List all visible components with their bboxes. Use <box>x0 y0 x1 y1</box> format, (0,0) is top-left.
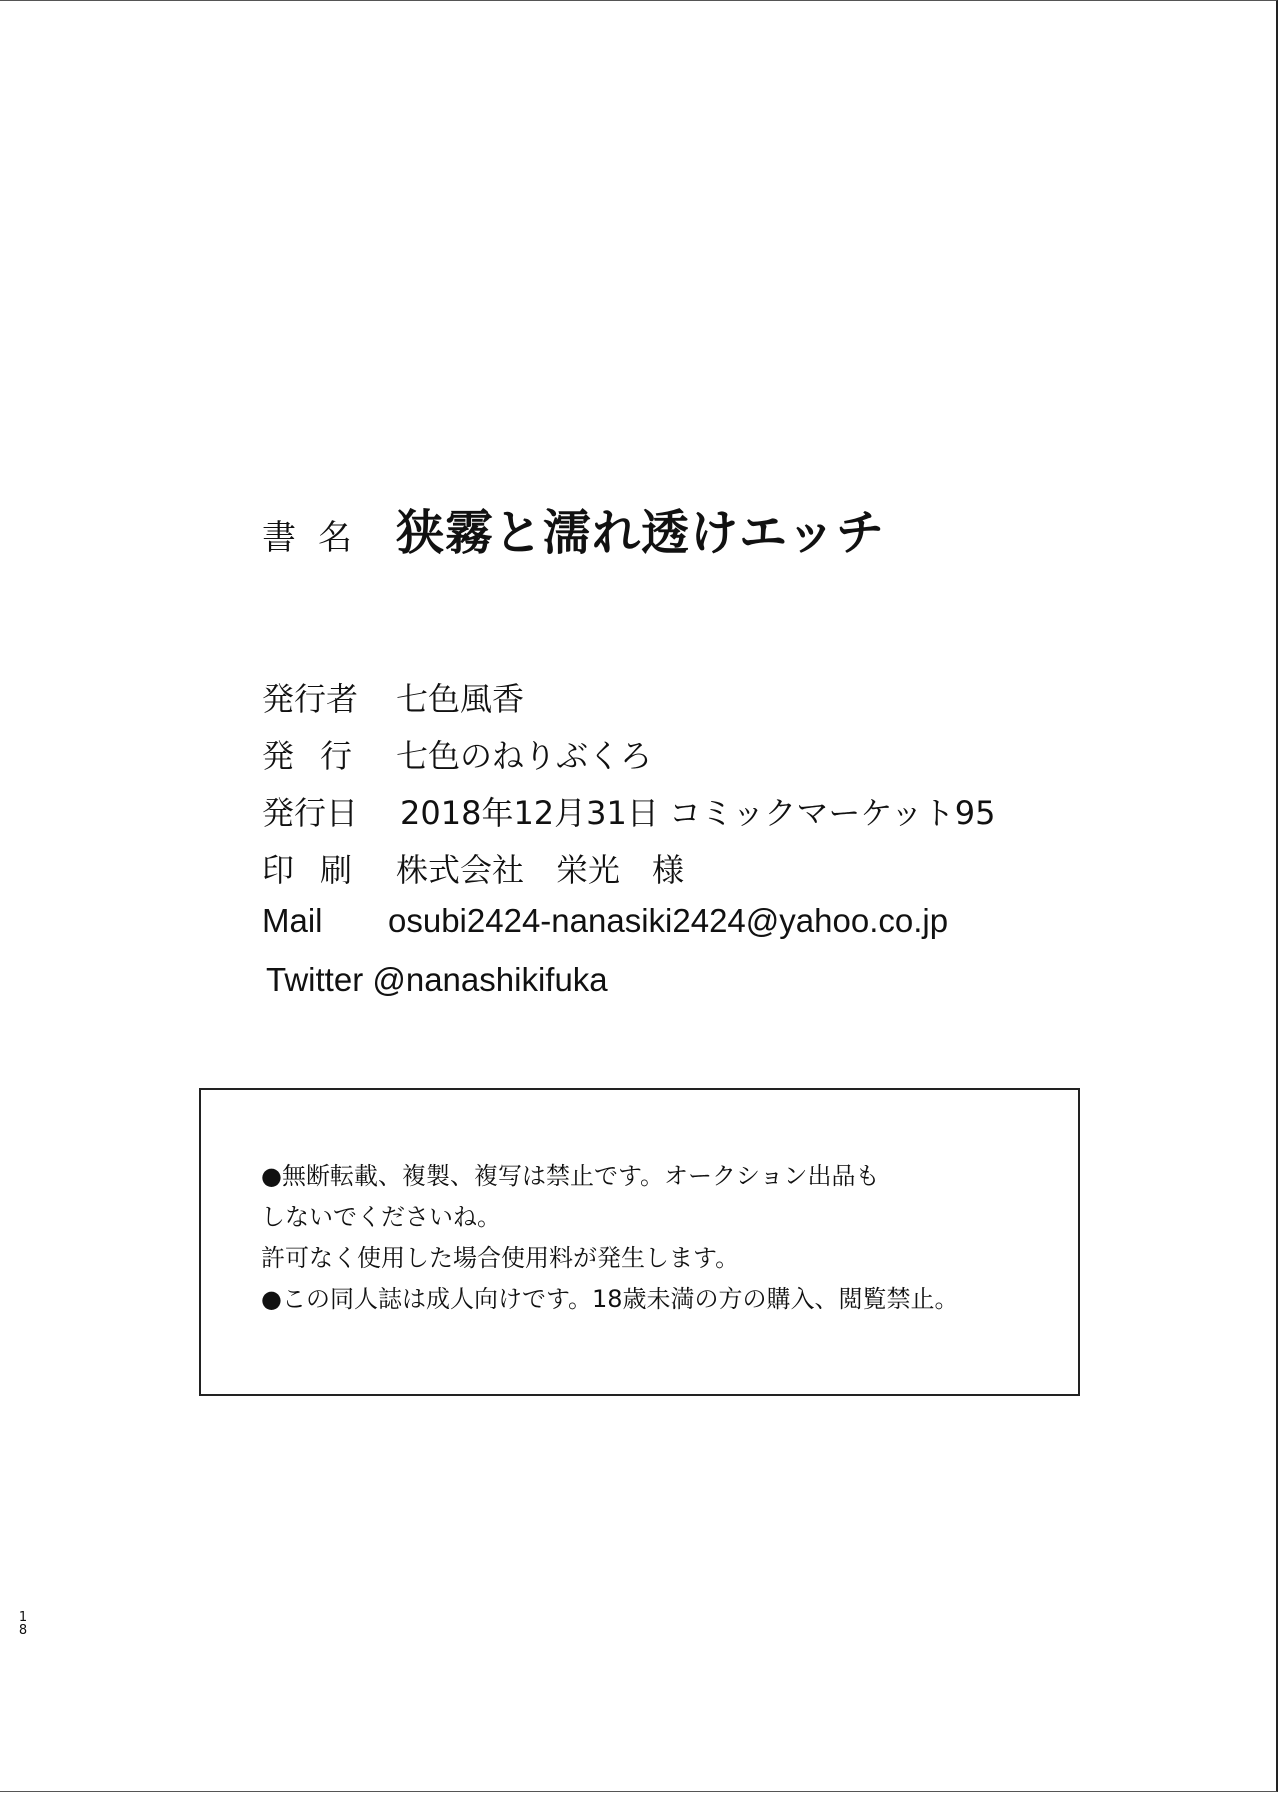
publisher-person-label: 発行者 <box>262 680 359 718</box>
publisher-person-value: 七色風香 <box>396 680 525 718</box>
page-number: 18 <box>18 1610 28 1638</box>
publisher-row <box>262 731 996 788</box>
mail-label: Mail <box>262 902 323 939</box>
publisher-value: 七色のねりぶくろ <box>396 737 653 775</box>
book-title-row <box>262 494 885 563</box>
mail-row <box>262 902 996 959</box>
notice-box <box>199 1088 1080 1396</box>
mail-address: osubi2424-nanasiki2424@yahoo.co.jp <box>388 902 949 939</box>
publisher-label: 発行 <box>262 737 379 775</box>
publication-date-value: 2018年12月31日 コミックマーケット95 <box>400 794 996 832</box>
colophon <box>262 674 996 999</box>
printer-value: 株式会社 栄光 様 <box>396 851 685 889</box>
publication-date-label: 発行日 <box>262 794 359 832</box>
notice-line: ●この同人誌は成人向けです。18歳未満の方の購入、閲覧禁止。 <box>261 1285 959 1313</box>
publication-date-row <box>262 788 996 845</box>
notice-text <box>261 1156 959 1320</box>
printer-label: 印刷 <box>262 851 379 889</box>
notice-line: しないでくださいね。 <box>261 1203 501 1231</box>
notice-line: ●無断転載、複製、複写は禁止です。オークション出品も <box>261 1162 880 1190</box>
printer-row <box>262 845 996 902</box>
book-title: 狭霧と濡れ透けエッチ <box>396 505 886 561</box>
publisher-person-row <box>262 674 996 731</box>
book-title-label: 書名 <box>262 518 374 558</box>
notice-line: 許可なく使用した場合使用料が発生します。 <box>261 1244 740 1272</box>
twitter-handle: Twitter @nanashikifuka <box>266 961 608 998</box>
